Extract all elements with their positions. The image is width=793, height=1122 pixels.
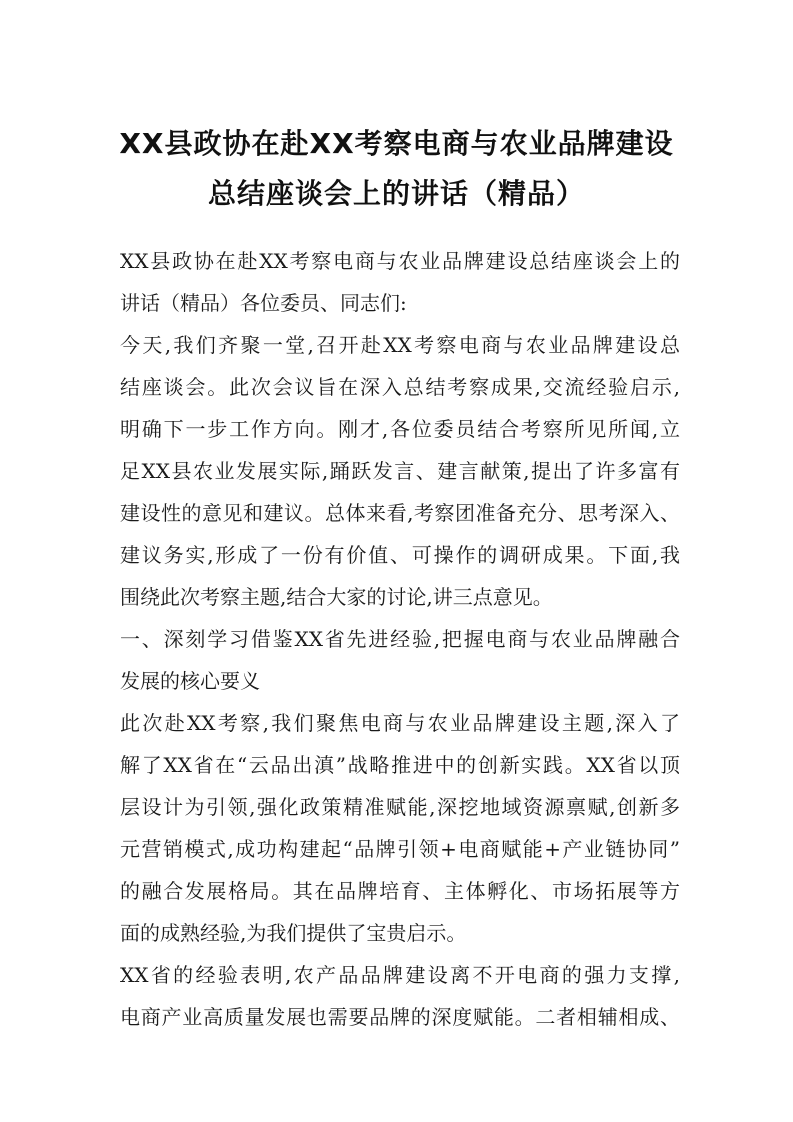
body-line: 层设计为引领,强化政策精准赋能,深挖地域资源禀赋,创新多: [120, 795, 680, 819]
body-line: 建议务实,形成了一份有价值、可操作的调研成果。下面,我: [120, 543, 680, 567]
body-line: 明确下一步工作方向。刚才,各位委员结合考察所见所闻,立: [120, 417, 680, 441]
body-line: 结座谈会。此次会议旨在深入总结考察成果,交流经验启示,: [120, 375, 680, 399]
body-line: 足XX县农业发展实际,踊跃发言、建言献策,提出了许多富有: [120, 459, 680, 483]
body-line: 的融合发展格局。其在品牌培育、主体孵化、市场拓展等方: [120, 879, 680, 903]
body-line: 此次赴XX考察,我们聚焦电商与农业品牌建设主题,深入了: [120, 711, 680, 735]
body-line: 元营销模式,成功构建起“品牌引领+电商赋能+产业链协同”: [120, 837, 680, 861]
body-line: 建设性的意见和建议。总体来看,考察团准备充分、思考深入、: [120, 501, 680, 525]
body-line: XX县政协在赴XX考察电商与农业品牌建设总结座谈会上的: [120, 249, 680, 273]
body-line: 围绕此次考察主题,结合大家的讨论,讲三点意见。: [120, 585, 553, 609]
body-line: 解了XX省在“云品出滇”战略推进中的创新实践。XX省以顶: [120, 753, 680, 777]
body-line: 今天,我们齐聚一堂,召开赴XX考察电商与农业品牌建设总: [120, 333, 680, 357]
section-heading-line: 一、深刻学习借鉴XX省先进经验,把握电商与农业品牌融合: [120, 627, 680, 651]
document-title-line-2: 总结座谈会上的讲话（精品）: [207, 177, 585, 210]
body-line: 面的成熟经验,为我们提供了宝贵启示。: [120, 921, 467, 945]
section-heading-line: 发展的核心要义: [120, 669, 260, 693]
body-line: XX省的经验表明,农产品品牌建设离不开电商的强力支撑,: [120, 963, 680, 987]
body-line: 讲话（精品）各位委员、同志们:: [120, 291, 407, 315]
document-title-line-1: XX县政协在赴XX考察电商与农业品牌建设: [119, 127, 674, 160]
body-line: 电商产业高质量发展也需要品牌的深度赋能。二者相辅相成、: [120, 1005, 680, 1029]
